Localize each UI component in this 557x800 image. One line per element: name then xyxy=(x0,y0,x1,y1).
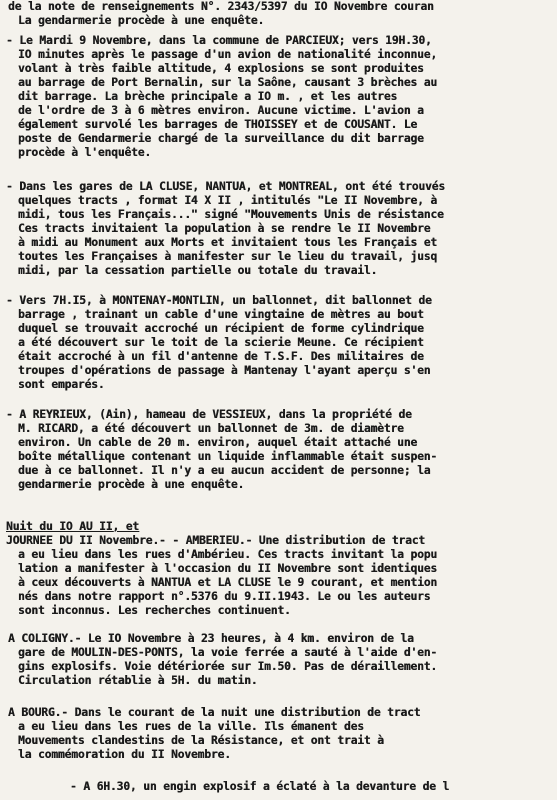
text-line: à ceux découverts à NANTUA et LA CLUSE le 9 courant, et mention xyxy=(18,576,438,589)
text-line: - A REYRIEUX, (Ain), hameau de VESSIEUX, dans la propriété de xyxy=(6,408,412,421)
text-line: barrage , trainant un cable d'une vingtaine de mètres au bout xyxy=(18,308,424,321)
text-line: gare de MOULIN-DES-PONTS, la voie ferrée a sauté à l'aide d'en- xyxy=(18,646,438,659)
text-line: troupes d'opérations de passage à Mantenay l'ayant aperçu s'en xyxy=(18,364,431,377)
text-line: lation a manifester à l'occasion du II Novembre sont identiques xyxy=(18,562,438,575)
text-line: était accroché à un fil d'antenne de T.S.F. Des militaires de xyxy=(18,350,424,363)
section-heading: Nuit du IO AU II, et xyxy=(6,520,140,533)
text-line: environ. Un cable de 20 m. environ, auquel était attaché une xyxy=(18,436,418,449)
text-line: Ces tracts invitaient la population à se rendre le II Novembre xyxy=(18,222,431,235)
text-line: gendarmerie procède à une enquête. xyxy=(18,478,245,491)
text-line: procède à l'enquête. xyxy=(18,146,152,159)
text-line: au barrage de Port Bernalin, sur la Saône, causant 3 brèches au xyxy=(18,76,438,89)
text-line: JOURNEE DU II Novembre.- - AMBERIEU.- Une distribution de tract xyxy=(6,534,426,547)
text-line: de la note de renseignements N°. 2343/5397 du IO Novembre couran xyxy=(8,0,434,13)
text-line: sont inconnus. Les recherches continuent. xyxy=(18,604,291,617)
text-line: A BOURG.- Dans le courant de la nuit une distribution de tract xyxy=(8,706,421,719)
text-line: - Le Mardi 9 Novembre, dans la commune de PARCIEUX; vers 19H.30, xyxy=(6,34,432,47)
text-line: A COLIGNY.- Le IO Novembre à 23 heures, à 4 km. environ de la xyxy=(8,632,414,645)
text-line: boîte métallique contenant un liquide inflammable était suspen- xyxy=(18,450,438,463)
text-line: Circulation rétablie à 5H. du matin. xyxy=(18,674,258,687)
text-line: - Dans les gares de LA CLUSE, NANTUA, et MONTREAL, ont été trouvés xyxy=(6,180,445,193)
text-line: poste de Gendarmerie chargé de la surveillance du dit barrage xyxy=(18,132,424,145)
text-line: a été découvert sur le toit de la scierie Meune. Ce récipient xyxy=(18,336,424,349)
text-line: duquel se trouvait accroché un récipient de forme cylindrique xyxy=(18,322,424,335)
text-line: nés dans notre rapport n°.5376 du 9.II.1943. Le ou les auteurs xyxy=(18,590,431,603)
text-line: due à ce ballonnet. Il n'y a eu aucun accident de personne; la xyxy=(18,464,431,477)
text-line: gins explosifs. Voie détériorée sur Im.50. Pas de déraillement. xyxy=(18,660,438,673)
text-line: sont emparés. xyxy=(18,378,105,391)
text-line: toutes les Françaises à manifester sur le lieu du travail, jusq xyxy=(18,250,438,263)
text-line: midi, tous les Français..." signé "Mouvements Unis de résistance xyxy=(18,208,444,221)
text-line: La gendarmerie procède à une enquête. xyxy=(18,14,265,27)
text-line: a eu lieu dans les rues d'Ambérieu. Ces tracts invitant la popu xyxy=(18,548,438,561)
text-line: a eu lieu dans les rues de la ville. Ils émanent des xyxy=(18,720,364,733)
text-line: Mouvements clandestins de la Résistance, et ont trait à xyxy=(18,734,384,747)
text-line: midi, par la cessation partielle ou totale du travail. xyxy=(18,264,378,277)
text-line: - Vers 7H.I5, à MONTENAY-MONTLIN, un ballonnet, dit ballonnet de xyxy=(6,294,432,307)
text-line: la commémoration du II Novembre. xyxy=(18,748,231,761)
text-line: quelques tracts , format I4 X II , intitulés "Le II Novembre, à xyxy=(18,194,438,207)
text-line: - A 6H.30, un engin explosif a éclaté à la devanture de l xyxy=(70,780,450,793)
text-line: volant à très faible altitude, 4 explosions se sont produites xyxy=(18,62,424,75)
text-line: de l'ordre de 3 à 6 mètres environ. Aucune victime. L'avion a xyxy=(18,104,424,117)
text-line: IO minutes après le passage d'un avion de nationalité inconnue, xyxy=(18,48,438,61)
text-line: à midi au Monument aux Morts et invitaient tous les Français et xyxy=(18,236,438,249)
text-line: dit barrage. La brèche principale a IO m. , et les autres xyxy=(18,90,398,103)
text-line: M. RICARD, a été découvert un ballonnet de 3m. de diamètre xyxy=(18,422,404,435)
text-line: également survolé les barrages de THOISSEY et de COUSANT. Le xyxy=(18,118,418,131)
